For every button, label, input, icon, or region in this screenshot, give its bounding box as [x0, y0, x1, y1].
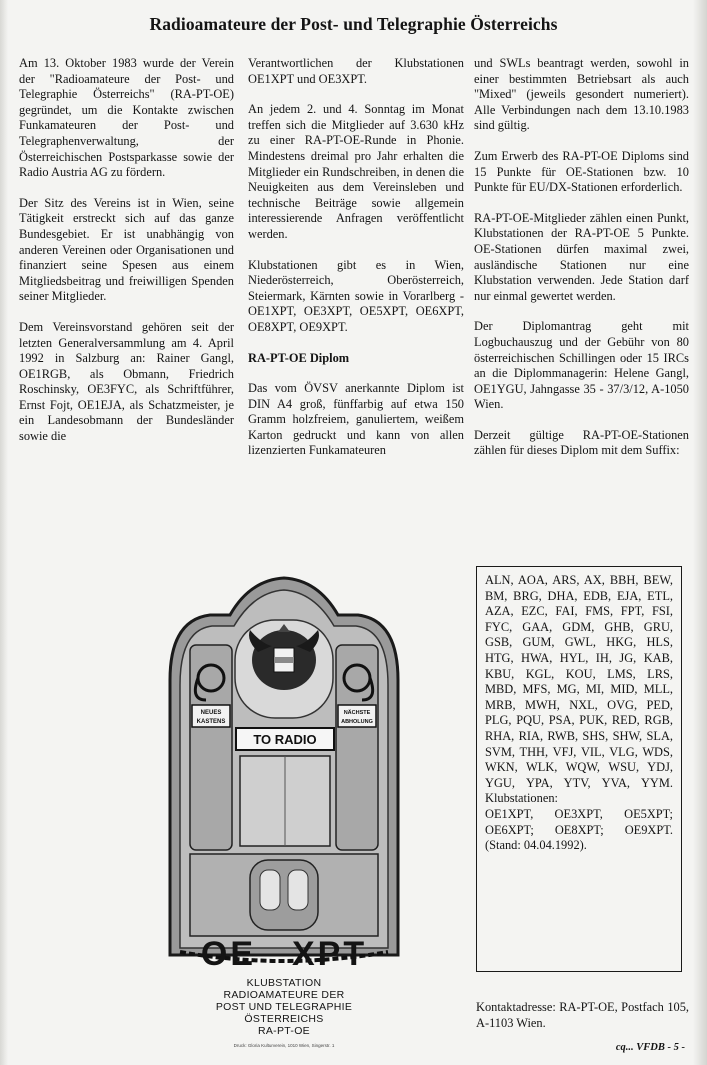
qsl-callsign: [150, 935, 418, 973]
sign-left-text: NEUES: [200, 710, 222, 716]
column-3: [474, 56, 689, 474]
suffix-box: [476, 566, 682, 972]
paragraph: Klubstationen gibt es in Wien, Niederösterreich, Oberösterreich, Steiermark, Kärnten sowie in Vorarlberg - OE1XPT, OE3XPT, OE5XPT, OE6XPT, OE8XPT, OE9XPT.: [248, 257, 464, 334]
paragraph: Der Sitz des Vereins ist in Wien, seine Tätigkeit erstreckt sich auf das ganze Bundesgebiet. Er ist unabhängig von anderen Vereinen oder Organisationen und finanziert seine Spesen aus einem Mitgliedsbeitrag und freiwilligen Spenden seiner Mitglieder.: [19, 195, 234, 304]
left-panel: [190, 645, 232, 850]
paragraph: An jedem 2. und 4. Sonntag im Monat treffen sich die Mitglieder auf 3.630 kHz zu einer RA-PT-OE-Runde in Phonie. Mindestens dreimal pro Jahr erhalten die Mitglieder ein Rundschreiben, in denen die Neuigkeiten aus dem Vereinsleben und technische Beiträge sowie allgemein interessierende Anfragen veröffentlicht werden.: [248, 102, 464, 241]
stand-date: (Stand: 04.04.1992).: [485, 838, 587, 853]
paragraph: und SWLs beantragt werden, sowohl in einer bestimmten Betriebsart als auch "Mixed" (jeweils gesondert numeriert). Alle Verbindungen nach dem 13.10.1983 sind gültig.: [474, 56, 689, 133]
column-1: [19, 56, 234, 460]
sign-right-text: NÄCHSTE: [343, 710, 371, 716]
paragraph: RA-PT-OE-Mitglieder zählen einen Punkt, Klubstationen der RA-PT-OE 5 Punkte. OE-Stationen dürfen maximal zwei, ausländische Stationen nur eine Klubstation verwenden. Jede Station darf nur einmal gewertet werden.: [474, 210, 689, 303]
paragraph: Das vom ÖVSV anerkannte Diplom ist DIN A4 groß, fünffarbig auf etwa 150 Gramm holzfreiem, ganuliertem, weißem Karton gedruckt und kann von allen lizenzierten Funkamateuren: [248, 381, 464, 458]
klubstation-list: OE1XPT, OE3XPT, OE5XPT; OE6XPT; OE8XPT; OE9XPT.: [485, 806, 673, 837]
qsl-line: POST UND TELEGRAPHIE: [215, 1001, 353, 1013]
paragraph: Zum Erwerb des RA-PT-OE Diploms sind 15 Punkte für OE-Stationen bzw. 10 Punkte für EU/DX-Stationen erforderlich.: [474, 148, 689, 195]
sign-left-text-2: KASTENS: [196, 719, 226, 725]
suffix-list: ALN, AOA, ARS, AX, BBH, BEW, BM, BRG, DHA, EDB, EJA, ETL, AZA, EZC, FAI, FMS, FPT, FSI, FYC, GAA, GDM, GHB, GRU, GSB, GUM, GWL, HKG, HLS, HTG, HWA, HYL, IH, JG, KAB, KBU, KGL, KOU, LMS, LRS, MBD, MFS, MG, MI, MID, MLL, MRB, MWH, NXL, OVG, PED, PLG, PQU, PSA, PUK, RED, RGB, RHA, RIA, RWB, SHS, SHW, SLA, SVM, THH, VFJ, VIL, VLG, WDS, WKN, WLK, WQW, WSU, YDJ, YGU, YPA, YTV, YVA, YYM.: [485, 573, 673, 790]
banner-text: TO RADIO: [253, 732, 317, 747]
qsl-line: RA-PT-OE: [258, 1025, 310, 1037]
qsl-line: ÖSTERREICHS: [244, 1013, 324, 1025]
paragraph: Dem Vereinsvorstand gehören seit der letzten Generalversammlung am 4. April 1992 in Salzburg an: Rainer Gangl, OE1RGB, als Obmann, Friedrich Roschinsky, OE3FYC, als Schriftführer, Ernst Fojt, OE1EJA, als Schatzmeister, je ein Landesobmann der Bundesländer sowie die: [19, 319, 234, 444]
page-edge-left: [0, 0, 8, 1065]
section-heading: RA-PT-OE Diplom: [248, 350, 350, 365]
qsl-line: KLUBSTATION: [246, 977, 322, 989]
page-title: Radioamateure der Post- und Telegraphie Österreichs: [149, 14, 558, 34]
page-footer: cq... VFDB - 5 -: [615, 1042, 685, 1053]
paragraph: Derzeit gültige RA-PT-OE-Stationen zählen für dieses Diplom mit dem Suffix:: [474, 427, 689, 458]
print-note: Druck: Gloria Kulturverein, 1010 Wien, Singerstr. 1: [233, 1043, 335, 1048]
qsl-line: RADIOAMATEURE DER: [223, 989, 345, 1001]
callsign-suffix: XPT: [292, 935, 368, 973]
sign-right-text-2: ABHOLUNG: [341, 719, 373, 725]
contact-address: Kontaktadresse: RA-PT-OE, Postfach 105, A-1103 Wien.: [476, 1000, 689, 1030]
paragraph: Am 13. Oktober 1983 wurde der Verein der "Radioamateure der Post- und Telegraphie Österreichs" (RA-PT-OE) gegründet, um die Kontakte zwischen Funkamateuren der Post- und Telegraphenverwaltung, der Österreichischen Postsparkasse sowie der Radio Austria AG zu fördern.: [19, 56, 234, 180]
callsign-prefix: OE: [200, 935, 256, 973]
page-edge-right: [693, 0, 707, 1065]
paragraph: Verantwortlichen der Klubstationen OE1XPT und OE3XPT.: [248, 56, 464, 86]
klubstation-label: Klubstationen:: [485, 791, 558, 806]
column-2: [248, 56, 464, 474]
right-panel: [336, 645, 378, 850]
paragraph: Der Diplomantrag geht mit Logbuchauszug und der Gebühr von 80 österreichischen Schillingen oder 15 IRCs an die Diplommanagerin: Helene Gangl, OE1YGU, Jahngasse 35 - 37/3/12, A-1050 Wien.: [474, 319, 689, 412]
qsl-caption: [150, 935, 418, 1048]
